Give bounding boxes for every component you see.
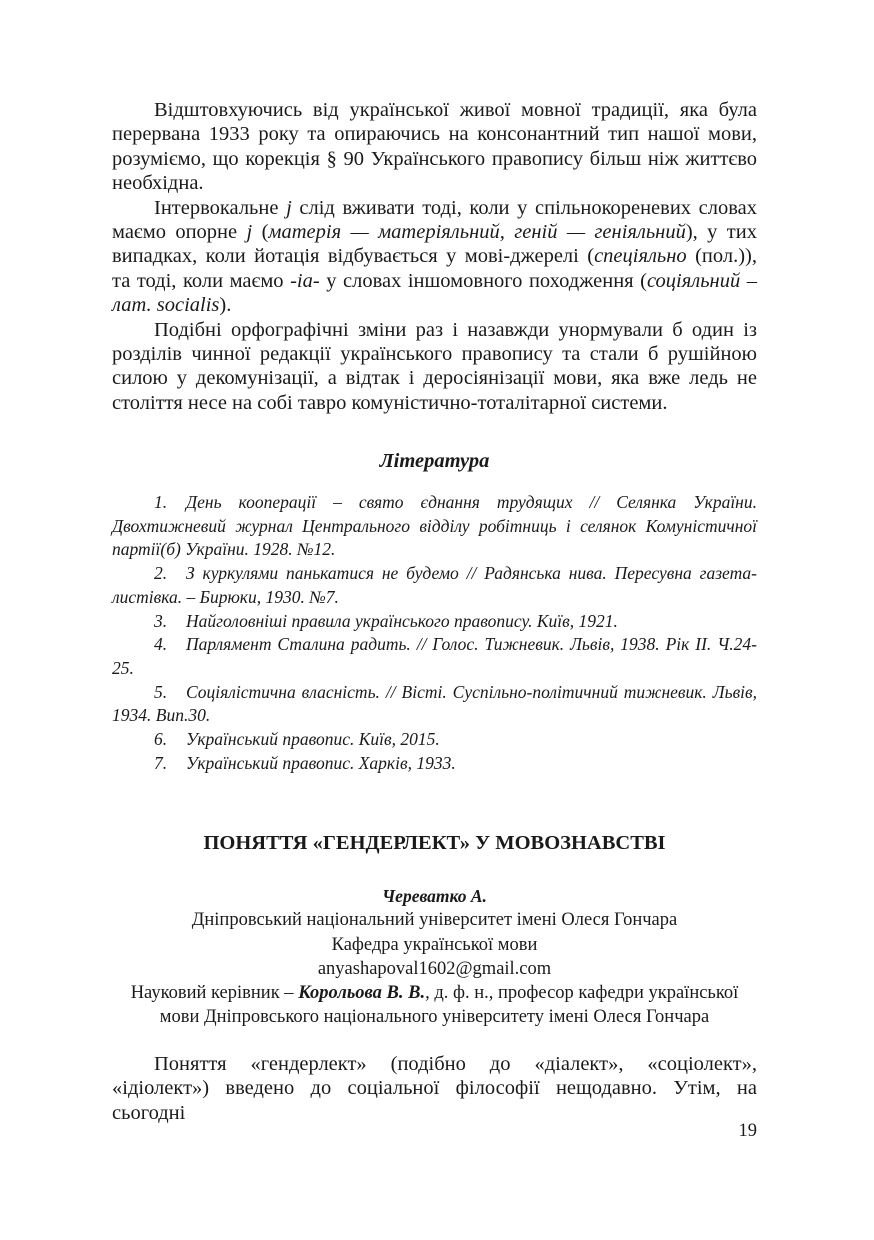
reference-list	[112, 491, 757, 775]
p2-text-5: (пол.)), та тоді, коли маємо	[112, 245, 757, 292]
author-department: Кафедра української мови	[331, 934, 538, 955]
reference-item	[112, 633, 757, 680]
p2-letter-j-2: j	[246, 221, 253, 244]
reference-number: 6.	[154, 729, 168, 750]
reference-number: 7.	[154, 752, 168, 773]
p2-text-3: (	[252, 221, 269, 244]
p2-text-4: ), у тих випадках, коли йотація відбувається у мові-джерелі (	[112, 221, 757, 268]
p2-letter-j-1: j	[286, 196, 292, 219]
author-university: Дніпровський національний університет імені Олеся Гончара	[191, 910, 678, 931]
reference-text: Український правопис. Київ, 2015.	[186, 729, 440, 750]
supervisor-line	[112, 981, 757, 1030]
p2-text-1: Інтервокальне	[154, 196, 287, 219]
p2-text-6: у словах іншомовного походження (	[319, 269, 647, 292]
reference-item	[112, 562, 757, 609]
reference-text: Український правопис. Харків, 1933.	[186, 752, 456, 773]
author-email: anyashapoval1602@gmail.com	[317, 958, 552, 979]
intro-paragraph: Поняття «гендерлект» (подібно до «діалект», «соціолект», «ідіолект») введено до соціальної філософії нещодавно. Утім, на сьогодні	[112, 1053, 757, 1124]
body-text	[112, 98, 757, 415]
paragraph-2	[112, 196, 757, 318]
reference-number: 1.	[154, 492, 168, 512]
p2-text-2: слід вживати тоді, коли у спільнокореневих словах маємо опорне	[112, 196, 757, 244]
reference-item	[112, 728, 757, 752]
p2-example-2: спеціяльно	[594, 245, 687, 268]
paragraph-1: Відштовхуючись від української живої мовної традиції, яка була перервана 1933 року та опираючись на консонантний тип нашої мови, розуміємо, що корекція § 90 Українського правопису більш ніж життєво необхідна.	[112, 99, 757, 195]
reference-item	[112, 681, 757, 728]
article-title: ПОНЯТТЯ «ГЕНДЕРЛЕКТ» У МОВОЗНАВСТВІ	[203, 832, 666, 854]
reference-number: 5.	[154, 681, 168, 702]
reference-item	[112, 610, 757, 634]
author-block	[112, 884, 757, 1030]
supervisor-details: , д. ф. н., професор кафедри української мови Дніпровського національного університету імені Олеся Гончара	[159, 983, 739, 1028]
reference-text: День кооперації – свято єднання трудящих // Селянка України. Двохтижневий журнал Центрального відділу робітниць і селянок Комуністичної партії(б) України. 1928. №12.	[112, 492, 757, 560]
reference-item	[112, 752, 757, 776]
p2-example-3: -іа-	[290, 269, 320, 292]
reference-text: Парлямент Сталина радить. // Голос. Тижневик. Львів, 1938. Рік ІІ. Ч.24-25.	[112, 634, 757, 678]
reference-text: Найголовніші правила українського правопису. Київ, 1921.	[186, 610, 618, 631]
supervisor-prefix: Науковий керівник –	[130, 983, 299, 1004]
reference-text: З куркулями панькатися не будемо // Радянська нива. Пересувна газета-листівка. – Бирюки, 1930. №7.	[112, 563, 757, 607]
literature-heading: Література	[379, 450, 490, 472]
p2-example-4: соціяльний – лат. socialis	[112, 269, 757, 317]
author-name: Череватко А.	[382, 886, 487, 906]
article-intro	[112, 1052, 757, 1125]
paragraph-3: Подібні орфографічні зміни раз і назавжди унормували б один із розділів чинної редакції українського правопису та стали б рушійною силою у декомунізації, а відтак і деросіянізації мови, яка вже ледь не століття несе на собі тавро комуністично-тоталітарної системи.	[112, 318, 757, 414]
supervisor-name: Корольова В. В.	[298, 983, 426, 1004]
reference-number: 3.	[154, 610, 168, 631]
reference-number: 4.	[154, 634, 168, 655]
page-number: 19	[738, 1121, 757, 1141]
p2-example-1: матерія — матеріяльний, геній — геніяльний	[268, 221, 686, 244]
p2-text-7: ).	[219, 294, 232, 317]
reference-text: Соціялістична власність. // Вісті. Суспільно-політичний тижневик. Львів, 1934. Вип.30.	[112, 681, 757, 726]
reference-item	[112, 491, 757, 562]
reference-number: 2.	[154, 563, 168, 584]
